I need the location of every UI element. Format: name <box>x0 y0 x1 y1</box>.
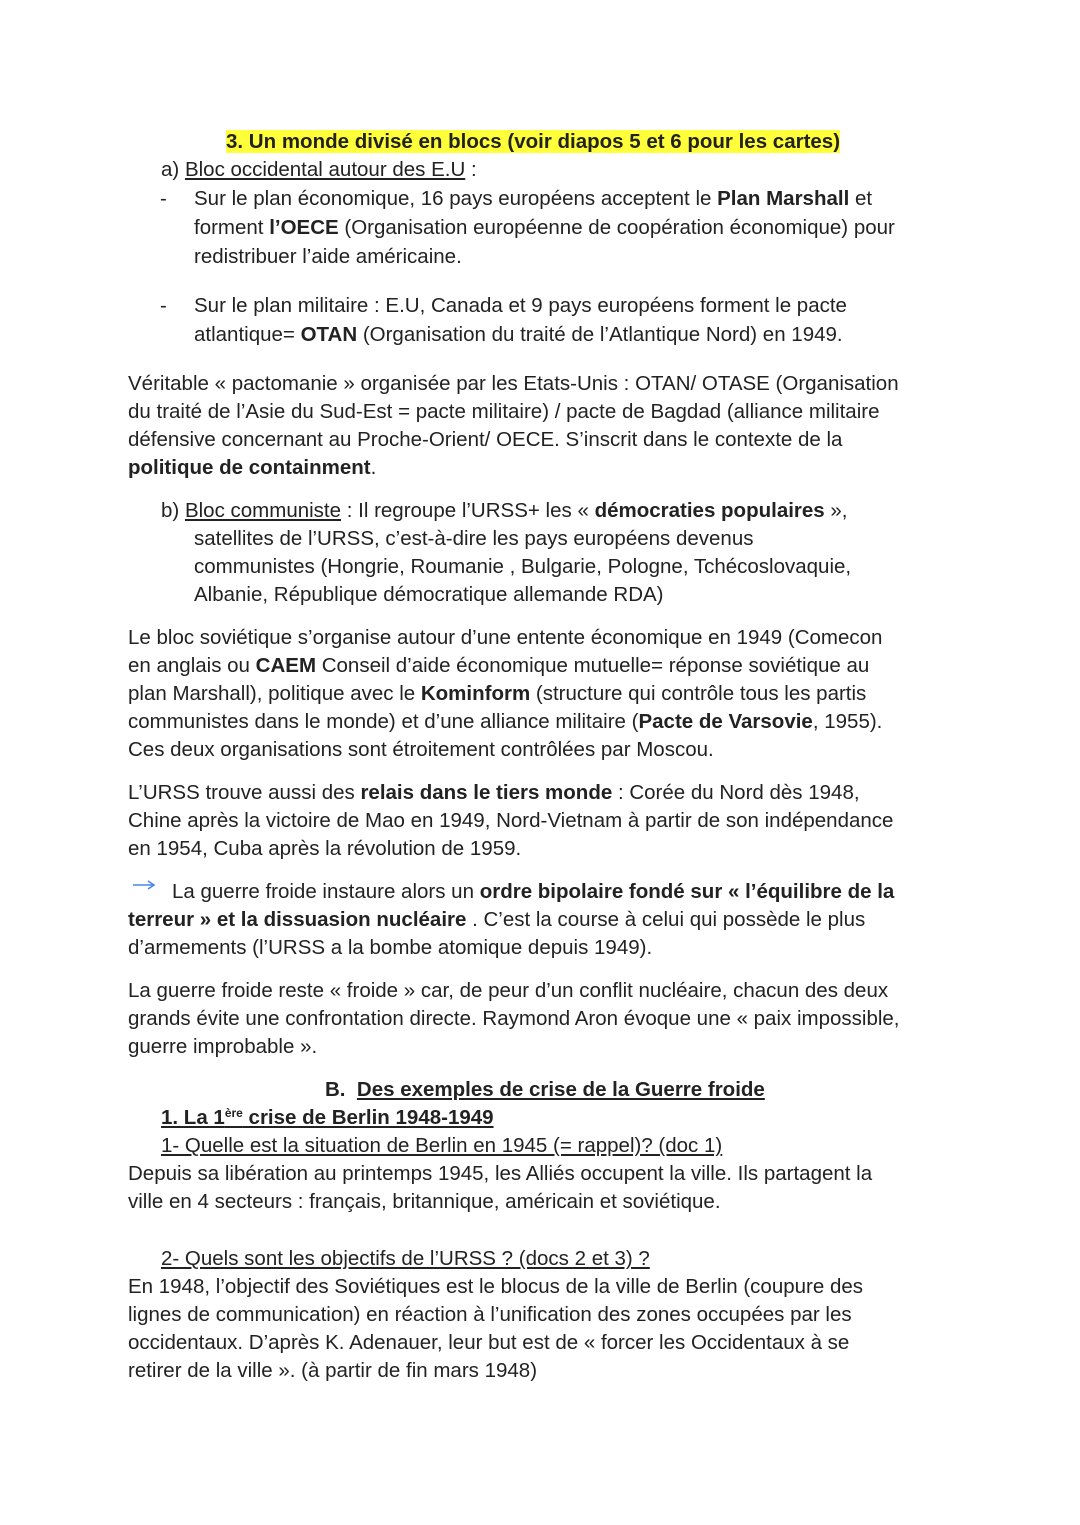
containment-bold: politique de containment <box>128 456 371 479</box>
section-3-title-text: 3. Un monde divisé en blocs (voir diapos 5 et 6 pour les cartes) <box>226 130 841 153</box>
text: : Il regroupe l’URSS+ les « <box>341 499 595 522</box>
oece-bold: l’OECE <box>269 216 339 239</box>
right-arrow-icon <box>131 878 159 892</box>
sov-line-3 <box>128 680 866 708</box>
otan-bold: OTAN <box>300 323 358 346</box>
text: (Organisation du traité de l’Atlantique Nord) en 1949. <box>357 323 843 346</box>
subsection-b-line-4: Albanie, République démocratique allemande RDA) <box>194 583 664 606</box>
text: plan Marshall), politique avec le <box>128 682 421 705</box>
text: Sur le plan économique, 16 pays européens acceptent le <box>194 187 718 210</box>
question-1: 1- Quelle est la situation de Berlin en 1945 (= rappel)? (doc 1) <box>161 1134 723 1157</box>
text: (structure qui contrôle tous les partis <box>530 682 867 705</box>
sov-line-5: Ces deux organisations sont étroitement contrôlées par Moscou. <box>128 738 714 761</box>
bullet-1-line-2 <box>194 214 895 242</box>
answer-2-line-1: En 1948, l’objectif des Soviétiques est le blocus de la ville de Berlin (coupure des <box>128 1275 864 1298</box>
text: L’URSS trouve aussi des <box>128 781 361 804</box>
text: en anglais ou <box>128 654 256 677</box>
answer-2-line-4: retirer de la ville ». (à partir de fin mars 1948) <box>128 1359 538 1382</box>
plan-marshall-bold: Plan Marshall <box>717 187 850 210</box>
subsection-b-line-3: communistes (Hongrie, Roumanie , Bulgarie, Pologne, Tchécoslovaquie, <box>194 555 852 578</box>
text: La guerre froide instaure alors un <box>172 880 480 903</box>
text: . <box>370 456 377 479</box>
terreur-bold: terreur » et la dissuasion nucléaire <box>128 908 467 931</box>
section-3-title <box>226 128 840 156</box>
subsection-b-marker: b) <box>161 499 180 522</box>
bullet-2-line-2 <box>194 321 843 349</box>
subsection-a-title: Bloc occidental autour des E.U <box>184 158 466 181</box>
section-b-marker: B. <box>325 1078 346 1101</box>
text: atlantique= <box>194 323 301 346</box>
froide-line-1: La guerre froide reste « froide » car, de peur d’un conflit nucléaire, chacun des deux <box>128 979 889 1002</box>
answer-2-line-3: occidentaux. D’après K. Adenauer, leur but est de « forcer les Occidentaux à se <box>128 1331 850 1354</box>
bipolaire-line-3: d’armements (l’URSS a la bombe atomique depuis 1949). <box>128 936 653 959</box>
berlin-crisis-title <box>161 1104 494 1132</box>
text: », <box>824 499 848 522</box>
tiers-monde-bold: relais dans le tiers monde <box>360 781 613 804</box>
superscript: ère <box>224 1106 243 1120</box>
pactomanie-line-2: du traité de l’Asie du Sud-Est = pacte militaire) / pacte de Bagdad (alliance militaire <box>128 400 880 423</box>
pactomanie-line-1: Véritable « pactomanie » organisée par les Etats-Unis : OTAN/ OTASE (Organisation <box>128 372 899 395</box>
caem-bold: CAEM <box>255 654 317 677</box>
text: et <box>849 187 873 210</box>
section-b-title <box>325 1076 765 1104</box>
text: , 1955). <box>812 710 883 733</box>
bipolaire-line-1 <box>172 878 894 906</box>
bipolaire-line-2 <box>128 906 865 934</box>
answer-1-line-1: Depuis sa libération au printemps 1945, les Alliés occupent la ville. Ils partagent la <box>128 1162 873 1185</box>
sov-line-1: Le bloc soviétique s’organise autour d’une entente économique en 1949 (Comecon <box>128 626 883 649</box>
text: communistes dans le monde) et d’une alliance militaire ( <box>128 710 639 733</box>
subsection-b-title: Bloc communiste <box>184 499 342 522</box>
subsection-a-marker: a) <box>161 158 180 181</box>
bullet-1-line-3: redistribuer l’aide américaine. <box>194 245 462 268</box>
text: : Corée du Nord dès 1948, <box>612 781 860 804</box>
bipolaire-bold: ordre bipolaire fondé sur « l’équilibre de la <box>479 880 895 903</box>
bullet-dash: - <box>160 294 167 317</box>
subsection-b-line-2: satellites de l’URSS, c’est-à-dire les pays européens devenus <box>194 527 754 550</box>
answer-2-line-2: lignes de communication) en réaction à l’unification des zones occupées par les <box>128 1303 852 1326</box>
pactomanie-line-4 <box>128 454 376 482</box>
text: . C’est la course à celui qui possède le plus <box>466 908 866 931</box>
sov-line-2 <box>128 652 869 680</box>
subsection-b <box>161 497 848 525</box>
section-b-title-text: Des exemples de crise de la Guerre froide <box>356 1078 765 1101</box>
text: crise de Berlin 1948-1949 <box>242 1106 494 1129</box>
subsection-a-colon: : <box>465 158 477 181</box>
pactomanie-line-3: défensive concernant au Proche-Orient/ OECE. S’inscrit dans le contexte de la <box>128 428 843 451</box>
text: 1. La 1 <box>161 1106 225 1129</box>
froide-line-3: guerre improbable ». <box>128 1035 318 1058</box>
bullet-1-line-1 <box>194 185 872 213</box>
tiers-line-1 <box>128 779 860 807</box>
varsovie-bold: Pacte de Varsovie <box>638 710 813 733</box>
text: forment <box>194 216 270 239</box>
text: (Organisation européenne de coopération économique) pour <box>338 216 895 239</box>
answer-1-line-2: ville en 4 secteurs : français, britannique, américain et soviétique. <box>128 1190 721 1213</box>
democraties-bold: démocraties populaires <box>594 499 825 522</box>
bullet-dash: - <box>160 187 167 210</box>
froide-line-2: grands évite une confrontation directe. Raymond Aron évoque une « paix impossible, <box>128 1007 900 1030</box>
sov-line-4 <box>128 708 882 736</box>
text: Conseil d’aide économique mutuelle= réponse soviétique au <box>316 654 870 677</box>
tiers-line-3: en 1954, Cuba après la révolution de 1959. <box>128 837 522 860</box>
subsection-a <box>161 156 477 184</box>
tiers-line-2: Chine après la victoire de Mao en 1949, Nord-Vietnam à partir de son indépendance <box>128 809 894 832</box>
question-2: 2- Quels sont les objectifs de l’URSS ? (docs 2 et 3) ? <box>161 1247 650 1270</box>
bullet-2-line-1: Sur le plan militaire : E.U, Canada et 9 pays européens forment le pacte <box>194 294 847 317</box>
kominform-bold: Kominform <box>420 682 531 705</box>
